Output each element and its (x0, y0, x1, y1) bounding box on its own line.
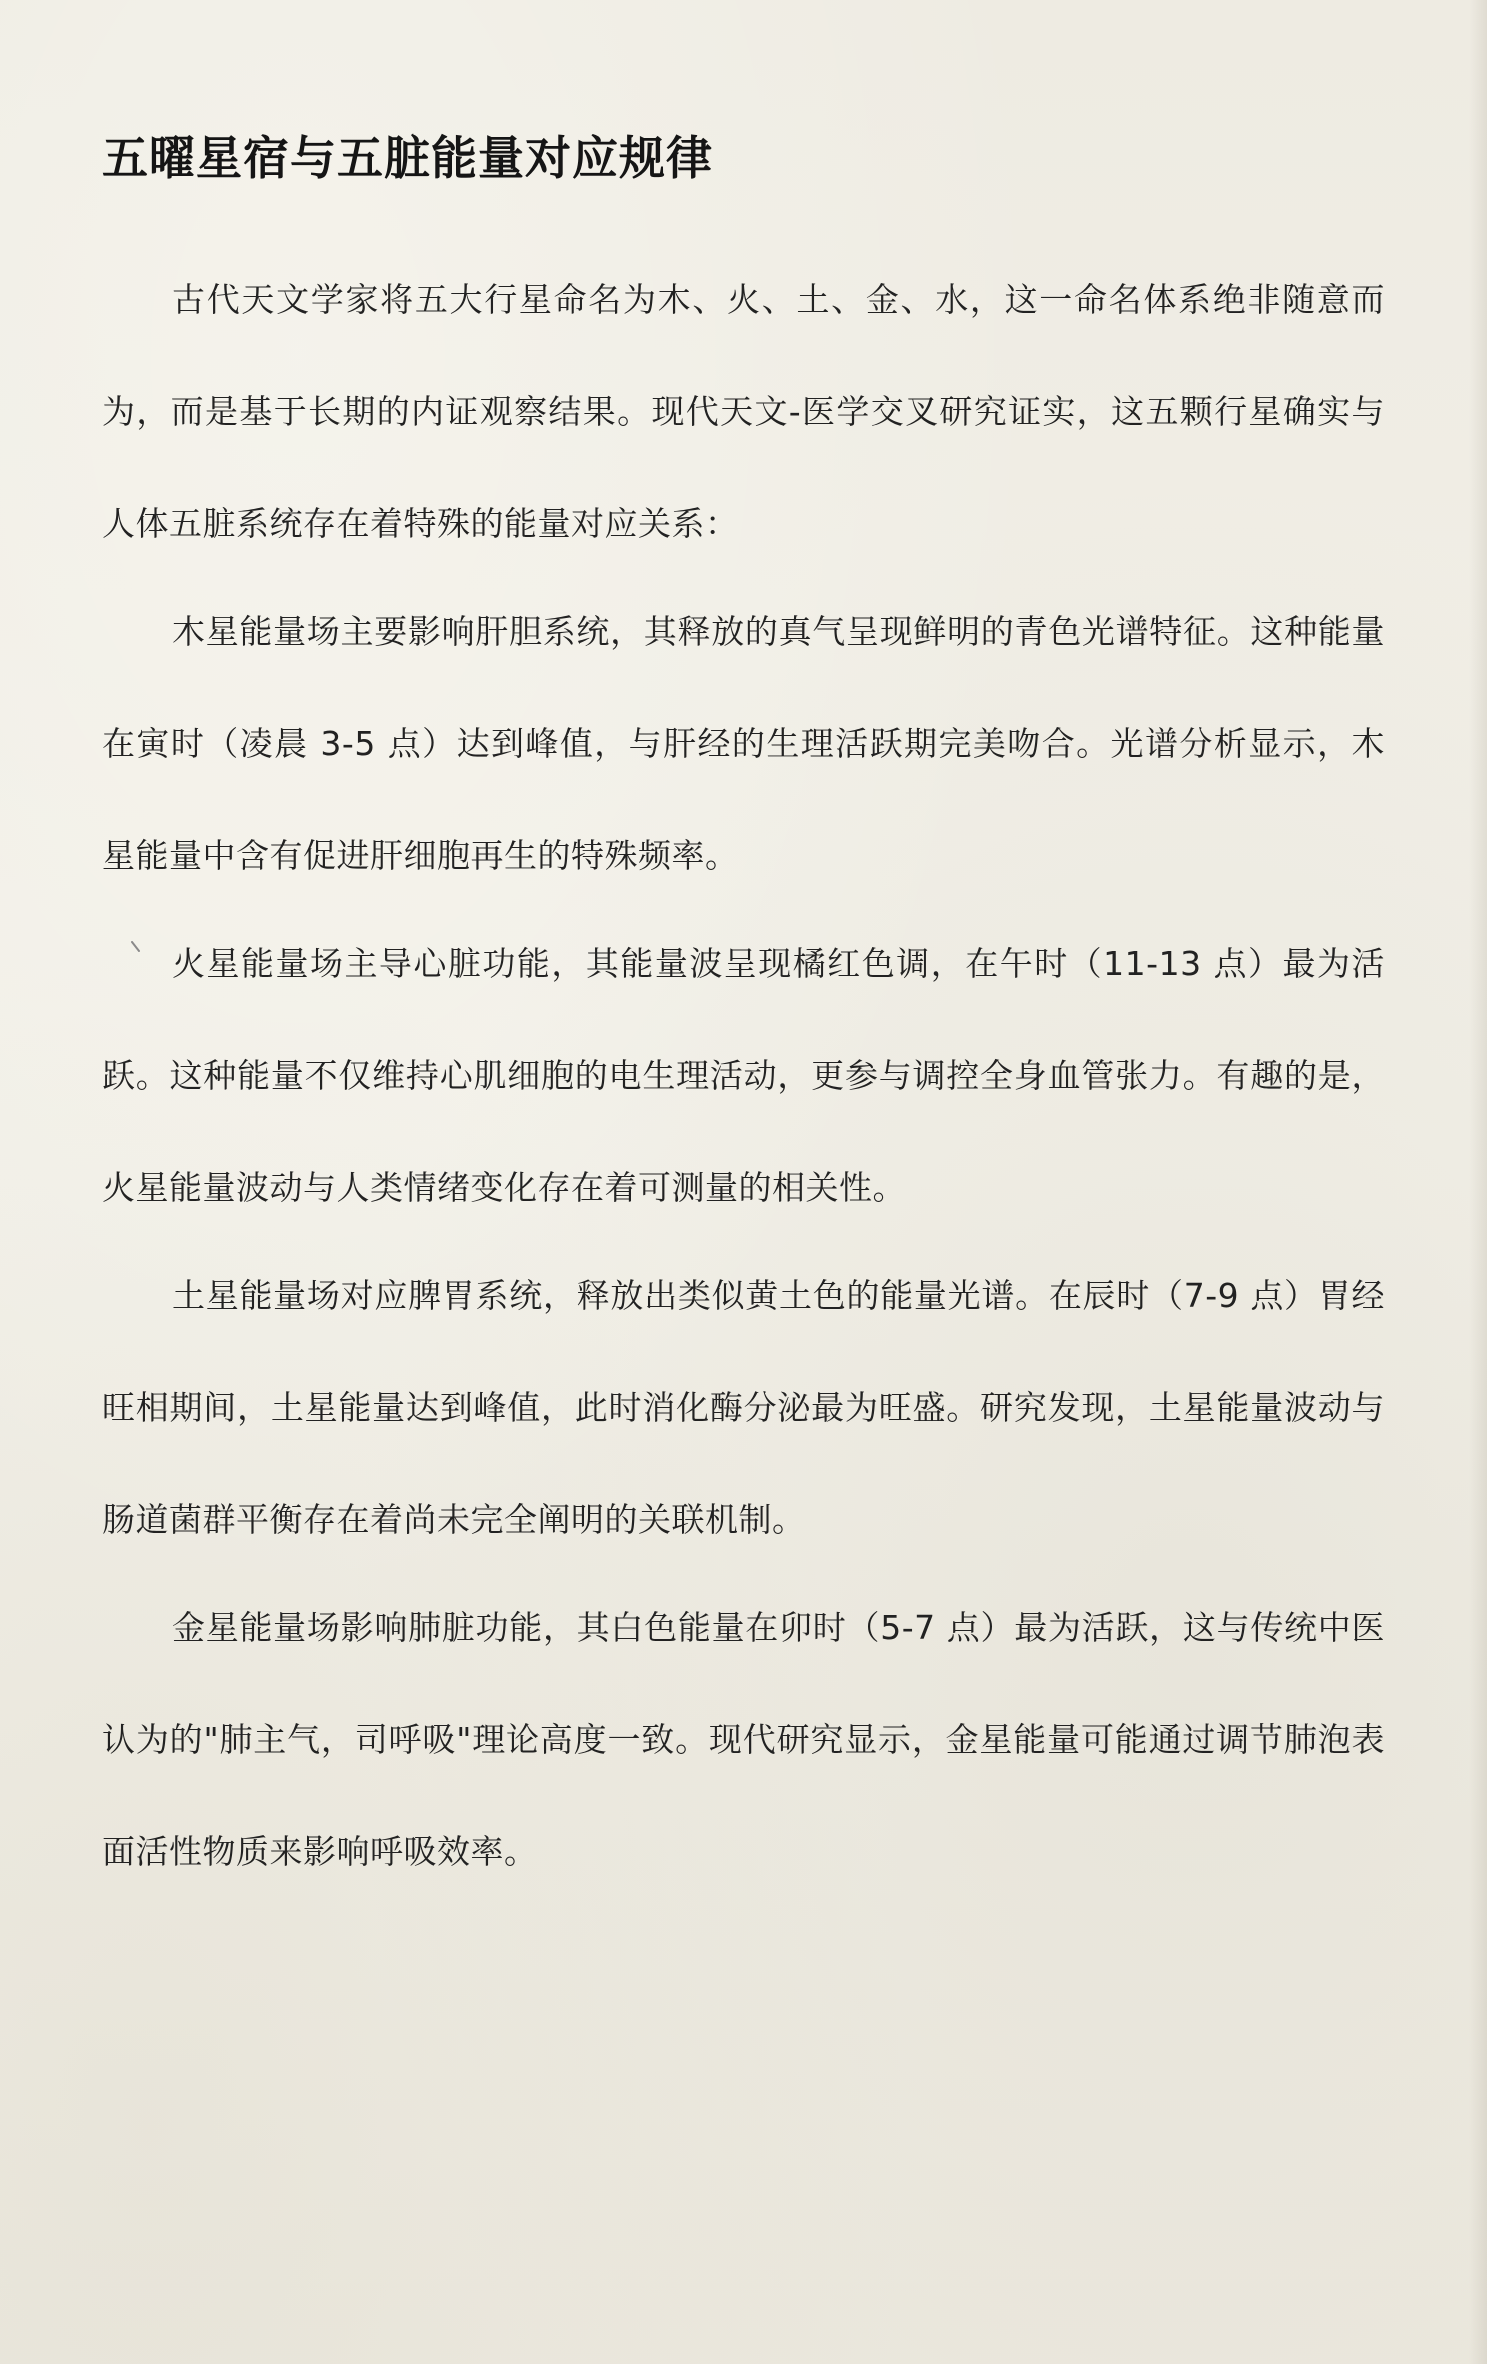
paragraph-jupiter: 木星能量场主要影响肝胆系统，其释放的真气呈现鲜明的青色光谱特征。这种能量在寅时（凌晨 3-5 点）达到峰值，与肝经的生理活跃期完美吻合。光谱分析显示，木星能量中含有促进肝细胞再生的特殊频率。 (102, 612, 1385, 875)
document-title: 五曜星宿与五脏能量对应规律 (102, 131, 713, 185)
paragraph-mars: 火星能量场主导心脏功能，其能量波呈现橘红色调，在午时（11-13 点）最为活跃。这种能量不仅维持心肌细胞的电生理活动，更参与调控全身血管张力。有趣的是，火星能量波动与人类情绪变化存在着可测量的相关性。 (102, 944, 1385, 1207)
paragraph-venus: 金星能量场影响肺脏功能，其白色能量在卯时（5-7 点）最为活跃，这与传统中医认为的"肺主气，司呼吸"理论高度一致。现代研究显示，金星能量可能通过调节肺泡表面活性物质来影响呼吸效率。 (102, 1608, 1385, 1871)
ink-tick-icon (131, 941, 141, 953)
paragraph-intro: 古代天文学家将五大行星命名为木、火、土、金、水，这一命名体系绝非随意而为，而是基于长期的内证观察结果。现代天文-医学交叉研究证实，这五颗行星确实与人体五脏系统存在着特殊的能量对应关系： (102, 280, 1385, 543)
paper-edge-shadow (1469, 0, 1487, 2364)
paragraph-saturn: 土星能量场对应脾胃系统，释放出类似黄土色的能量光谱。在辰时（7-9 点）胃经旺相期间，土星能量达到峰值，此时消化酶分泌最为旺盛。研究发现，土星能量波动与肠道菌群平衡存在着尚未完全阐明的关联机制。 (102, 1276, 1385, 1539)
stray-ink-mark (131, 940, 141, 952)
